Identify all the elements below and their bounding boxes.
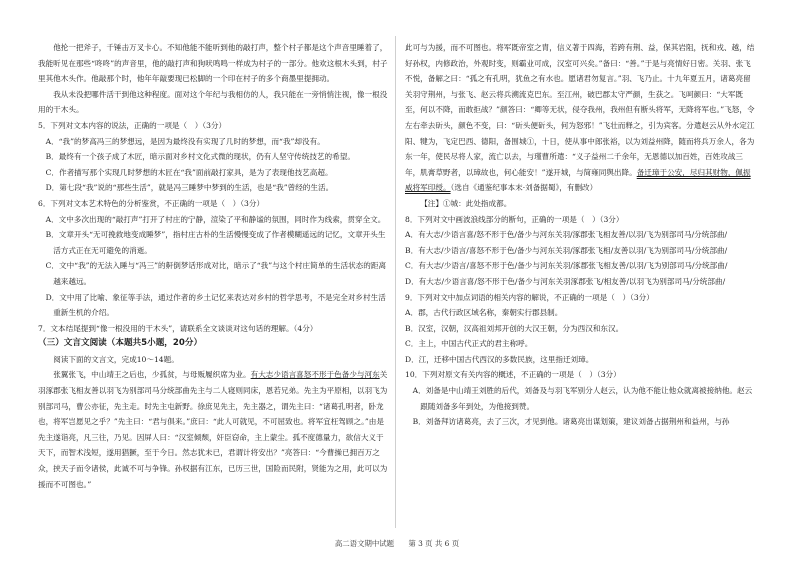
footer-course: 高二语文期中试题 [334, 539, 395, 548]
question-8-option-b: B．有大志/少语言/喜怒不形于色/备少与河东关羽/涿郡张飞相/友善以羽/飞为别部司马/分统部曲/ [405, 245, 728, 255]
passage-paragraph: 我从未没把哪件活干到他这种程度。面对这个年纪与我相仿的人，我只能在一旁悄悄注视，像一根没用的干木头。 [38, 89, 388, 115]
question-8-option-d: D．有大志/少语言喜/怒不形于色/备少与河东关羽涿郡张飞/相友善/以羽飞为别部司马/分统部曲/ [405, 276, 726, 286]
right-column [405, 40, 755, 430]
classical-text: 张翼张飞， [53, 370, 92, 380]
classical-text: 关羽涿郡张飞相友善以羽飞为别部司马分统部曲 [38, 370, 388, 396]
section-intro: 阅读下面的文言文，完成10～14题。 [53, 354, 179, 364]
classical-text: 中山靖王之后也，少孤贫，与母贩履织席为业。 [91, 370, 251, 380]
question-5-option-d: D．第七段“我”说的“那些生活”，就是冯三睡梦中梦到的生活，也是“我”曾经的生活。 [45, 183, 334, 193]
footer-page-number: 第 3 页 共 6 页 [408, 539, 460, 548]
classical-text: 先主与二人寝则同床，恩若兄弟。先主为平原相，以羽飞为别部司马，曹公亦征，先主走。 [38, 386, 388, 411]
question-6-option-d: D．文中用了比喻、象征等手法，通过作者的乡土记忆来表达对乡村的哲学思考，不是完全对乡村生活重新生机的介绍。 [45, 292, 386, 318]
question-5-option-a: A．“我”的梦高冯三的梦想远，是因为最终没有实现了几时的梦想，而“我”却没有。 [45, 136, 325, 146]
wavy-underlined-text: 有大志少语言喜怒不形于色备少与河东 [250, 370, 380, 380]
classical-text: 时先主屯新野。徐庶见先主，先主器之，谓先主曰：“诸葛孔明者，卧龙也，将军岂愿见之乎？”先主曰：“君与俱来。”庶曰：“此人可就见，不可屈致也。将军宜枉驾顾之。” [38, 401, 384, 427]
left-column [38, 40, 388, 492]
classical-passage-continued [405, 40, 755, 196]
question-6-option-b: B．文章开头“无可挽救地变成睡梦”，指村庄古朴的生活慢慢变成了作者模糊遥远的记忆，文章开头生活方式正在无可避免的消逝。 [45, 230, 386, 255]
classical-text: 由是先主遂诣亮，凡三往，乃见。因屏人曰：“汉室倾颓，奸臣窃命，主上蒙尘。孤不度德量力，欲信大义于天下，而智术浅短，遂用猖獗，至于今日。然志犹未已，君谓计将安出？”亮答曰：“今曹操已拥百万之众，挟天子而令诸侯，此诚不可与争锋。孙权据有江东，已历三世，国险而民附，贤能为之用，此可以为援而不可图也。” [38, 417, 388, 489]
question-6-option-c: C．文中“我”的无法入睡与“冯三”的鼾倒梦话形成对比，暗示了“我”与这个村庄简单的生活状态的距离越来越远。 [45, 261, 387, 286]
question-5-option-c: C．作者描写那个实现几时梦想的木匠在“我”面前敲打家具，是为了表现他技艺高超。 [45, 167, 333, 177]
passage-paragraph: 他抡一把斧子，千锤击万叉卡心。不知他能不能听到他的敲打声，整个村子都是这个声音里睡着了，我能听见在那些“咚咚”的声音里，他的敲打声和狗吠鸣鸣一样成为村子的一部分。他欢这根木头到，村子里其他木头作。他敲那个时，他年年敲要现已松脚的一个印在村子的多个商墨里提拥动。 [38, 43, 388, 84]
question-8-option-c: C．有大志/少语言/喜怒不形于色/备少与河东关羽/涿郡张飞相友善/以羽/飞为别部司马/分统部曲/ [405, 261, 728, 271]
question-9-option-c: C．主上，中国古代正式的君主称呼。 [405, 339, 533, 349]
question-5-stem: 5．下列对文本内容的说法，正确的一项是（ ）（3分） [38, 120, 227, 130]
question-8-option-a: A．有大志/少语言喜/怒不形于色/备少与河东关羽/涿郡张飞相友善/以羽/飞为别部司马/分统部曲/ [405, 230, 728, 240]
question-6-option-a: A．文中多次出现的“敲打声”打开了村庄的宁静，渲染了平和静谧的氛围，同时作为线索，贯穿全文。 [45, 214, 386, 224]
question-5-option-b: B．最终有一个孩子成了木匠，暗示面对乡村文化式微的现状，仍有人坚守传统技艺的希望。 [45, 152, 355, 162]
question-9-option-b: B．汉室，汉朝，汉高祖刘邦开创的大汉王朝，分为西汉和东汉。 [405, 323, 624, 333]
question-9-option-a: A．郡，古代行政区域名称，秦朝实行郡县制。 [405, 308, 563, 318]
question-10-option-b: B．刘备拜访诸葛亮，去了三次，才见到他。诸葛亮出谋划策，建议刘备占据荆州和益州，与孙 [412, 417, 730, 427]
section-title-classical: （三）文言文阅读（本题共5小题，20分） [38, 338, 203, 349]
column-divider [395, 36, 396, 528]
question-7: 7．文本结尾提到“像一根没用的干木头”，请联系全文谈谈对这句话的理解。（4分） [38, 323, 318, 333]
page-footer [0, 538, 794, 549]
question-9-stem: 9．下列对文中加点词语的相关内容的解说，不正确的一项是（ ）（3分） [405, 292, 654, 302]
passage-note: 【注】①城：此处指成都。 [420, 198, 512, 208]
question-6-stem: 6．下列对文本艺术特色的分析鉴赏，不正确的一项是（ ）（3分） [38, 198, 265, 208]
classical-passage-line [38, 367, 388, 492]
classical-text: 此可与为援，而不可图也。将军既帝室之胄，信义著于四海，若跨有荆、益，保其岩阻，抚和戎、越，结好孙权，内修政治，外观时变，则霸业可成，汉室可兴矣。”备曰：“善。”于是与亮情好日密。关羽、张飞不悦，备解之曰：“孤之有孔明，犹鱼之有水也。愿诸君勿复言。”羽、飞乃止。十九年夏五月，诸葛亮留关羽守荆州，与张飞、赵云将兵溯流克巴东。至江州，破巴郡太守严颜，生获之。飞呵颜曰：“大军既至，何以不降，而敢拒战？”颜答曰：“卿等无状，侵夺我州，我州但有断头将军，无降将军也。”飞怒，令左右牵去斫头，颜色不变，曰：“斫头便斫头，何为怒邪！”飞壮而释之，引为宾客。分遣赵云从外水定江阳、犍为，飞定巴西、德阳，备围城①，十日，使从事中郎张裕，以为刘益州降，随而将兵万余人，各为东一年，使民尽将人家，流亡以去，与瑾曹所遣：“义子益州二千余年，无恩德以加百姓，百姓攻战三年，肌膏草野者，以璋故也，何心能安！”遂开城，与简雍同舆出降。 [405, 43, 755, 177]
question-9-option-d: D．江，迁移中国古代西汉的多数民族，这里指迁刘璋。 [405, 354, 594, 364]
question-10-option-a: A．刘备是中山靖王刘胜的后代，刘备及与羽飞军别分人赵云，认为他不能让他众就离被接纳他。赵云跟随刘备多年到处，为他接到赞。 [412, 386, 753, 411]
question-8-stem: 8．下列对文中画波浪线部分的断句，正确的一项是（ ）（3分） [405, 214, 624, 224]
question-10-stem: 10．下列对原文有关内容的概述，不正确的一项是（ ）（3分） [405, 370, 621, 380]
passage-source: （选自《通鉴纪事本末·刘备据蜀》，有删改） [450, 183, 598, 193]
double-underlined-text: 备迁璋于公安，尽归其财物，佩振威将军印绶。 [405, 167, 751, 193]
